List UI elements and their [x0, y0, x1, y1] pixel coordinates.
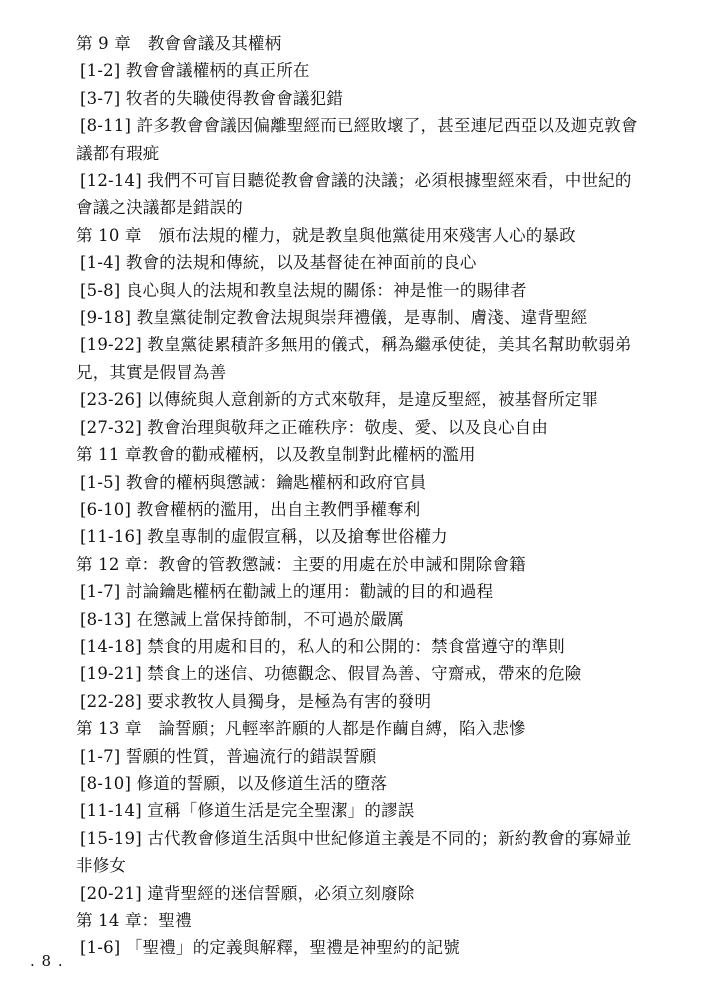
section-entry: [14-18] 禁食的用處和目的，私人的和公開的：禁食當遵守的準則 [80, 636, 565, 656]
section-entry: [11-14] 宣稱「修道生活是完全聖潔」的謬誤 [80, 801, 415, 821]
section-entry: [8-10] 修道的誓願，以及修道生活的墮落 [80, 773, 388, 793]
section-entry: [3-7] 牧者的失職使得教會會議犯錯 [80, 88, 343, 108]
chapter-heading: 第 11 章教會的勸戒權柄，以及教皇制對此權柄的濫用 [76, 445, 476, 465]
chapter-heading: 第 13 章 論誓願；凡輕率許願的人都是作繭自縛，陷入悲慘 [76, 719, 526, 739]
section-entry: [1-7] 討論鑰匙權柄在勸誡上的運用：勸誡的目的和過程 [80, 582, 494, 602]
chapter-heading: 第 9 章 教會會議及其權柄 [76, 34, 282, 53]
section-entry: [23-26] 以傳統與人意創新的方式來敬拜，是違反聖經，被基督所定罪 [80, 390, 599, 410]
section-entry: [1-5] 教會的權柄與懲誡：鑰匙權柄和政府官員 [80, 472, 427, 492]
section-entry: [1-4] 教會的法規和傳統，以及基督徒在神面前的良心 [80, 253, 477, 273]
section-entry: [22-28] 要求教牧人員獨身，是極為有害的發明 [80, 691, 432, 711]
section-entry: [20-21] 違背聖經的迷信誓願，必須立刻廢除 [80, 883, 415, 903]
section-entry: [9-18] 教皇黨徒制定教會法規與崇拜禮儀，是專制、膚淺、違背聖經 [80, 308, 588, 328]
section-entry: [1-7] 誓願的性質，普遍流行的錯誤誓願 [80, 746, 377, 766]
section-entry: [19-21] 禁食上的迷信、功德觀念、假冒為善、守齋戒，帶來的危險 [80, 664, 582, 684]
section-entry: [19-22] 教皇黨徒累積許多無用的儀式，稱為繼承使徒，美其名幫助軟弱弟兄，其實是假冒為善 [76, 335, 632, 382]
page-number: . 8 . [30, 952, 64, 970]
section-entry: [11-16] 教皇專制的虛假宣稱，以及搶奪世俗權力 [80, 527, 448, 547]
table-of-contents [76, 30, 638, 962]
section-entry: [1-6] 「聖禮」的定義與解釋，聖禮是神聖約的記號 [80, 938, 460, 958]
section-entry: [27-32] 教會治理與敬拜之正確秩序：敬虔、愛、以及良心自由 [80, 417, 549, 437]
section-entry: [12-14] 我們不可盲目聽從教會會議的決議；必須根據聖經來看，中世紀的會議之決議都是錯誤的 [76, 171, 632, 218]
section-entry: [8-11] 許多教會會議因偏離聖經而已經敗壞了，甚至連尼西亞以及迦克敦會議都有瑕疵 [76, 116, 638, 163]
section-entry: [5-8] 良心與人的法規和教皇法規的關係：神是惟一的賜律者 [80, 280, 527, 300]
chapter-heading: 第 10 章 頒布法規的權力，就是教皇與他黨徒用來殘害人心的暴政 [76, 225, 576, 245]
section-entry: [6-10] 教會權柄的濫用，出自主教們爭權奪利 [80, 499, 421, 519]
chapter-heading: 第 12 章：教會的管教懲誡：主要的用處在於申誡和開除會籍 [76, 554, 526, 574]
section-entry: [8-13] 在懲誡上當保持節制，不可過於嚴厲 [80, 609, 404, 629]
chapter-heading: 第 14 章：聖禮 [76, 911, 192, 930]
section-entry: [1-2] 教會會議權柄的真正所在 [80, 61, 310, 81]
section-entry: [15-19] 古代教會修道生活與中世紀修道主義是不同的；新約教會的寡婦並非修女 [76, 828, 632, 876]
